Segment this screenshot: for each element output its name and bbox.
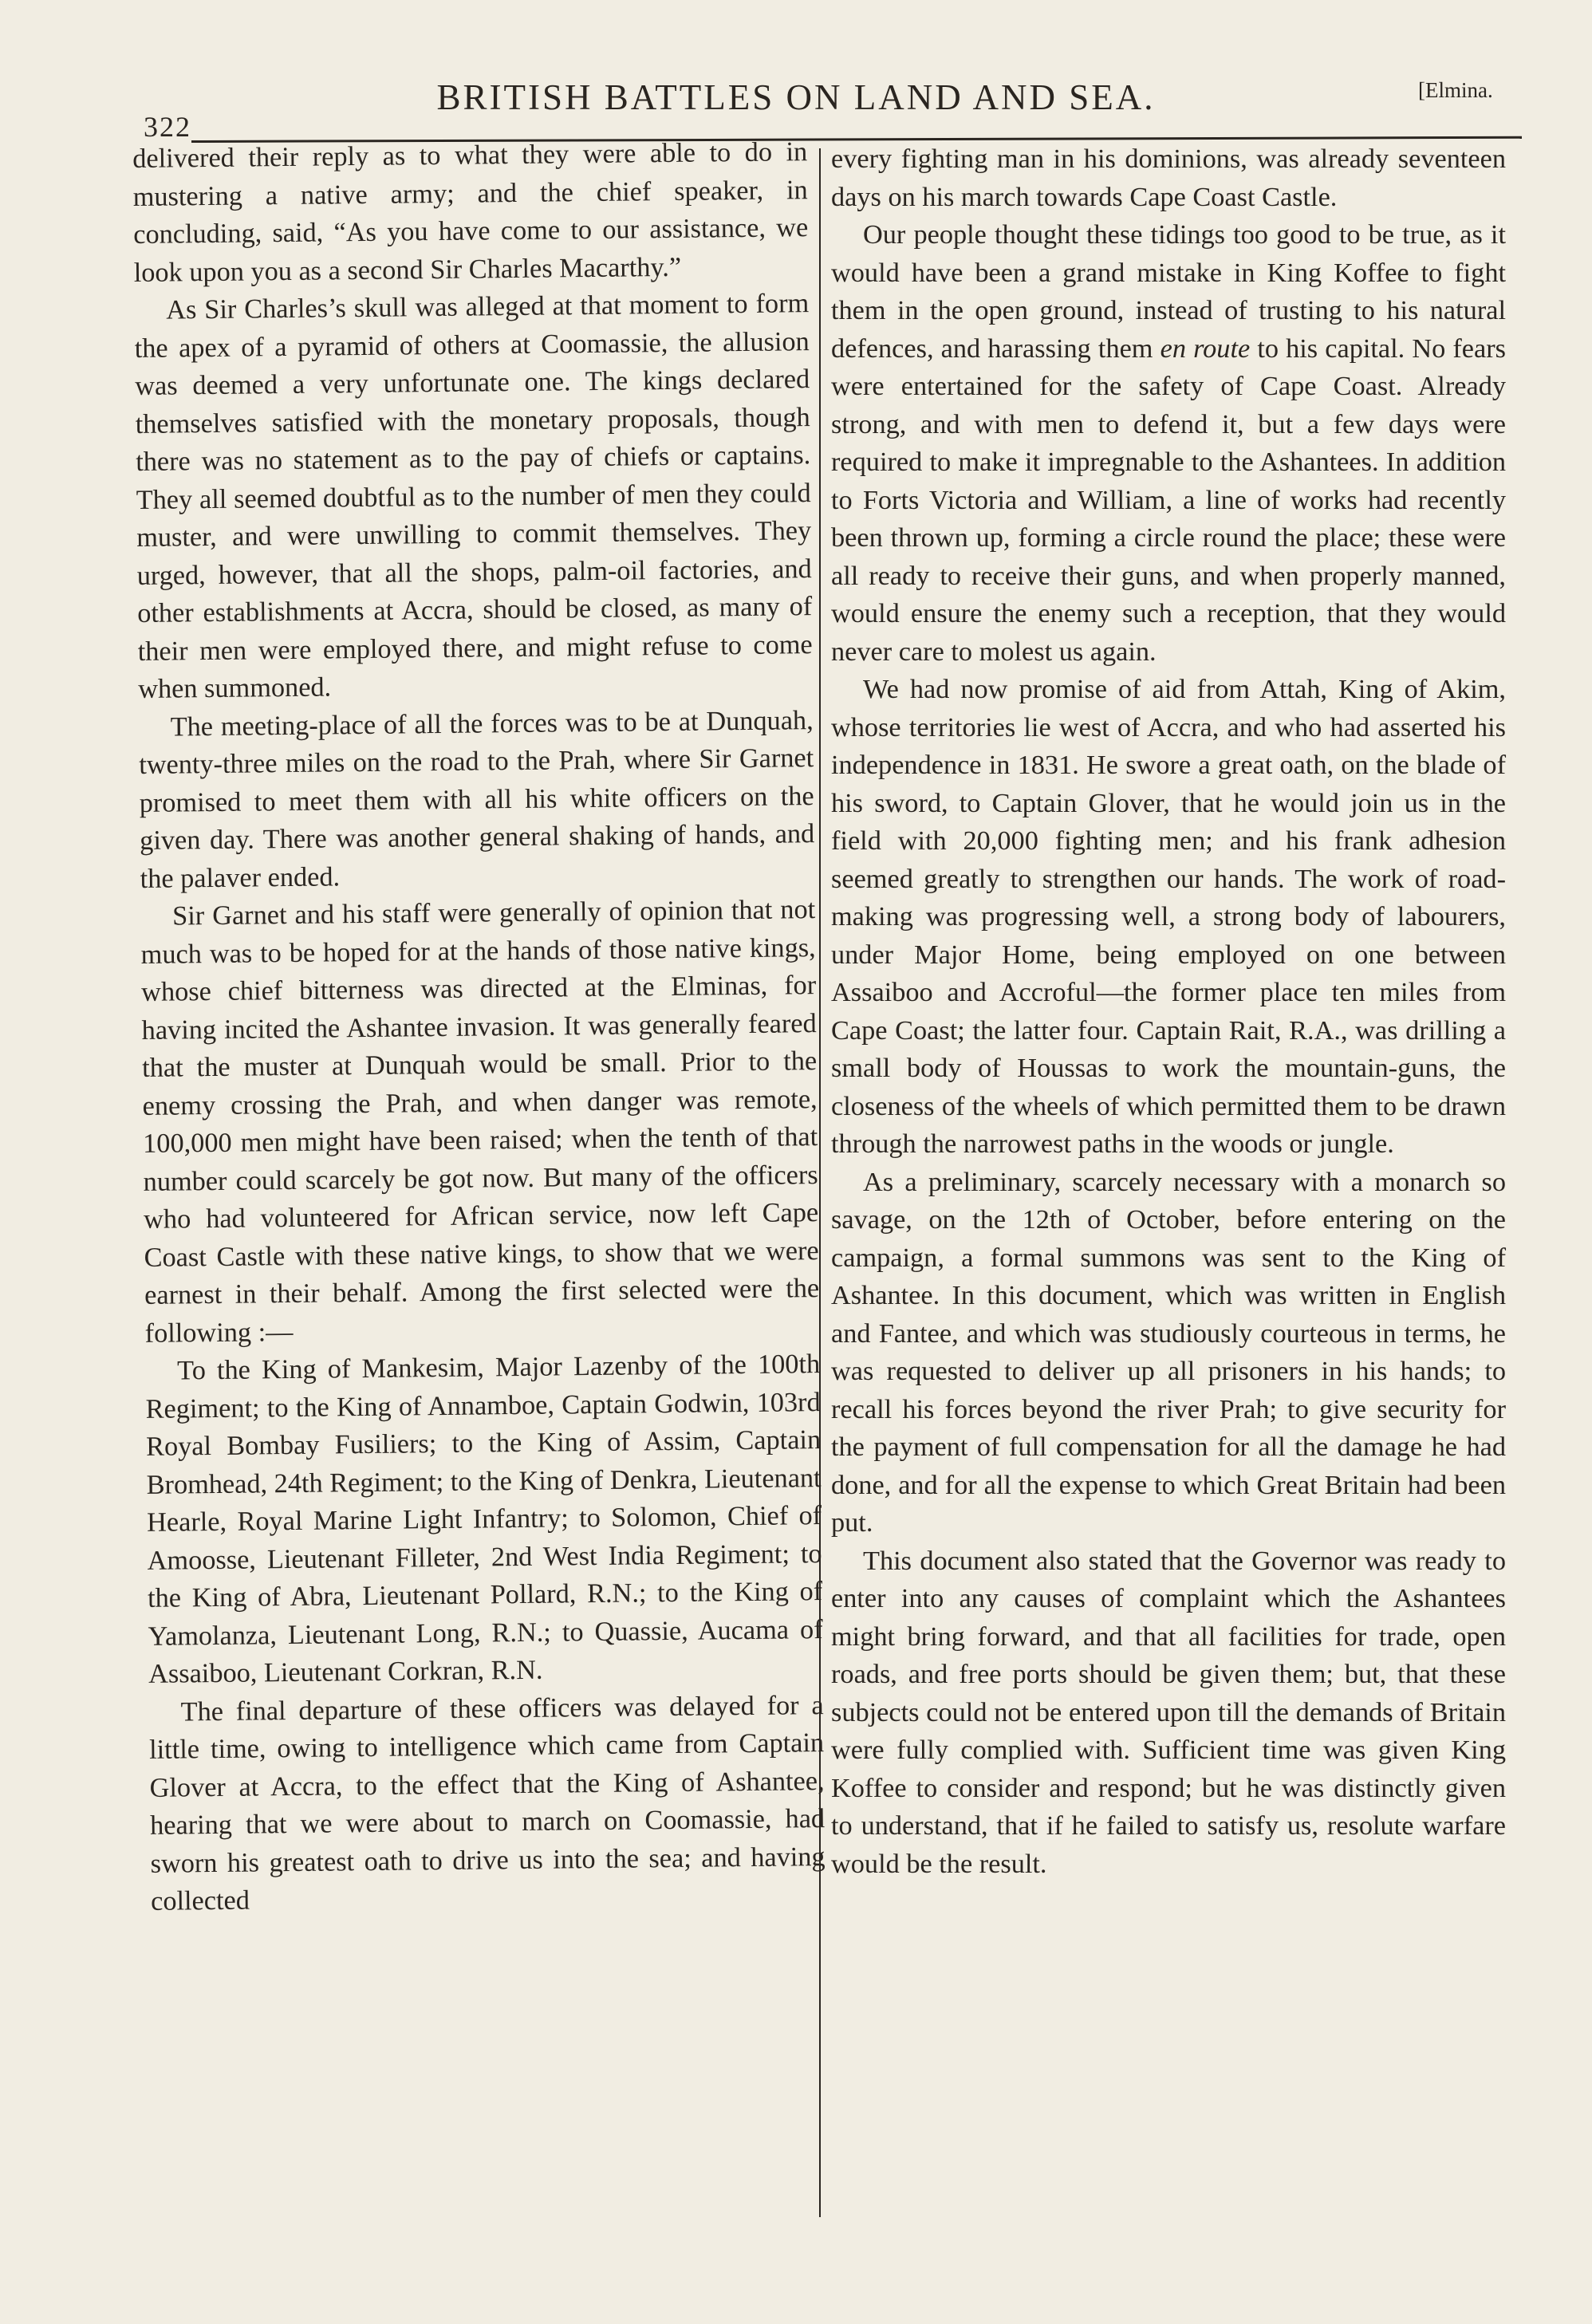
running-title: BRITISH BATTLES ON LAND AND SEA. bbox=[436, 77, 1156, 117]
paragraph: every fighting man in his dominions, was already seventeen days on his march towards Cape Coast Castle. bbox=[831, 144, 1506, 212]
paragraph: As Sir Charles’s skull was alleged at that moment to form the apex of a pyramid of others at Coomassie, the allusion was deemed a very unfortunate one. The kings declared themselves satisfied with the monetary proposals, though there was no statement as to the pay of chiefs or captains. They all seemed doubtful as to the number of men they could muster, and were unwilling to commit themselves. They urged, however, that all the shops, palm-oil factories, and other establishments at Accra, should be closed, as many of their men were employed there, and might refuse to come when summoned. bbox=[134, 288, 813, 704]
right-column bbox=[831, 140, 1506, 1883]
paragraph: As a preliminary, scarcely necessary with a monarch so savage, on the 12th of October, before entering on the campaign, a formal summons was sent to the King of Ashantee. In this document, which was written in English and Fantee, and which was studiously courteous in terms, he was requested to deliver up all prisoners in his hands; to recall his forces beyond the river Prah; to give security for the payment of full compensation for all the damage he had done, and for all the expense to which Great Britain had been put. bbox=[831, 1166, 1506, 1538]
paragraph: Sir Garnet and his staff were generally of opinion that not much was to be hoped for at the hands of those native kings, whose chief bitterness was directed at the Elminas, for having incited the Ashantee invasion. It was generally feared that the muster at Dunquah would be small. Prior to the enemy crossing the Prah, and when danger was remote, 100,000 men might have been raised; when the tenth of that number could scarcely be got now. But many of the officers who had volunteered for African service, now left Cape Coast Castle with these native kings, to show that we were earnest in their behalf. Among the first selected were the following :— bbox=[140, 894, 820, 1349]
italic-phrase: en route bbox=[1160, 333, 1251, 364]
paragraph-text: to his capital. No fears were entertained for the safety of Cape Coast. Already strong, and with men to defend it, but a few days were required to make it impregnable to the Ashantees. In addition to Forts Victoria and William, a line of works had recently been thrown up, forming a circle round the place; these were all ready to receive their guns, and when properly manned, would ensure the enemy such a reception, that they would never care to molest us again. bbox=[831, 333, 1506, 667]
section-tag: [Elmina. bbox=[1418, 78, 1493, 102]
paragraph: The final departure of these officers was delayed for a little time, owing to intelligence which came from Captain Glover at Accra, to the effect that the King of Ashantee, hearing that we were about to march on Coomassie, had sworn his greatest oath to drive us into the sea; and having collected bbox=[148, 1689, 826, 1916]
paragraph-text: Our people thought these tidings too good to be true, as it would have been a grand mistake in King Koffee to fight them in the open ground, instead of trusting to his natural defences, and harassing them bbox=[831, 219, 1506, 364]
paragraph: The meeting-place of all the forces was to be at Dunquah, twenty-three miles on the road to the Prah, where Sir Garnet promised to meet them with all his white officers on the given day. There was another general shaking of hands, and the palaver ended. bbox=[139, 704, 815, 894]
paragraph bbox=[831, 216, 1506, 671]
paragraph: To the King of Mankesim, Major Lazenby of the 100th Regiment; to the King of Annamboe, Captain Godwin, 103rd Royal Bombay Fusiliers; to the King of Assim, Captain Bromhead, 24th Regiment; to the King of Denkra, Lieutenant Hearle, Royal Marine Light Infantry; to Solomon, Chief of Amoosse, Lieutenant Filleter, 2nd West India Regiment; to the King of Abra, Lieutenant Pollard, R.N.; to the King of Yamolanza, Lieutenant Long, R.N.; to Quassie, Aucama of Assaiboo, Lieutenant Corkran, R.N. bbox=[145, 1349, 823, 1689]
left-column bbox=[132, 133, 826, 1920]
page-number: 322 bbox=[144, 111, 191, 143]
paragraph: This document also stated that the Governor was ready to enter into any causes of complaint which the Ashantees might bring forward, and that all facilities for trade, open roads, and free ports should be given them; but, that these subjects could not be entered upon till the demands of Britain were fully complied with. Sufficient time was given King Koffee to consider and respond; but he was distinctly given to understand, that if he failed to satisfy us, resolute warfare would be the result. bbox=[831, 1545, 1506, 1879]
paragraph: We had now promise of aid from Attah, King of Akim, whose territories lie west of Accra, and who had asserted his independence in 1831. He swore a great oath, on the blade of his sword, to Captain Glover, that he would join us in the field with 20,000 fighting men; and his frank adhesion seemed greatly to strengthen our hands. The work of road-making was progressing well, a strong body of labourers, under Major Home, being employed on one between Assaiboo and Accroful—the former place ten miles from Cape Coast; the latter four. Captain Rait, R.A., was drilling a small body of Houssas to work the mountain-guns, the closeness of the wheels of which permitted them to be drawn through the narrowest paths in the woods or jungle. bbox=[831, 674, 1506, 1159]
paragraph: delivered their reply as to what they were able to do in mustering a native army; and the chief speaker, in concluding, said, “As you have come to our assistance, we look upon you as a second Sir Charles Macarthy.” bbox=[132, 136, 809, 288]
